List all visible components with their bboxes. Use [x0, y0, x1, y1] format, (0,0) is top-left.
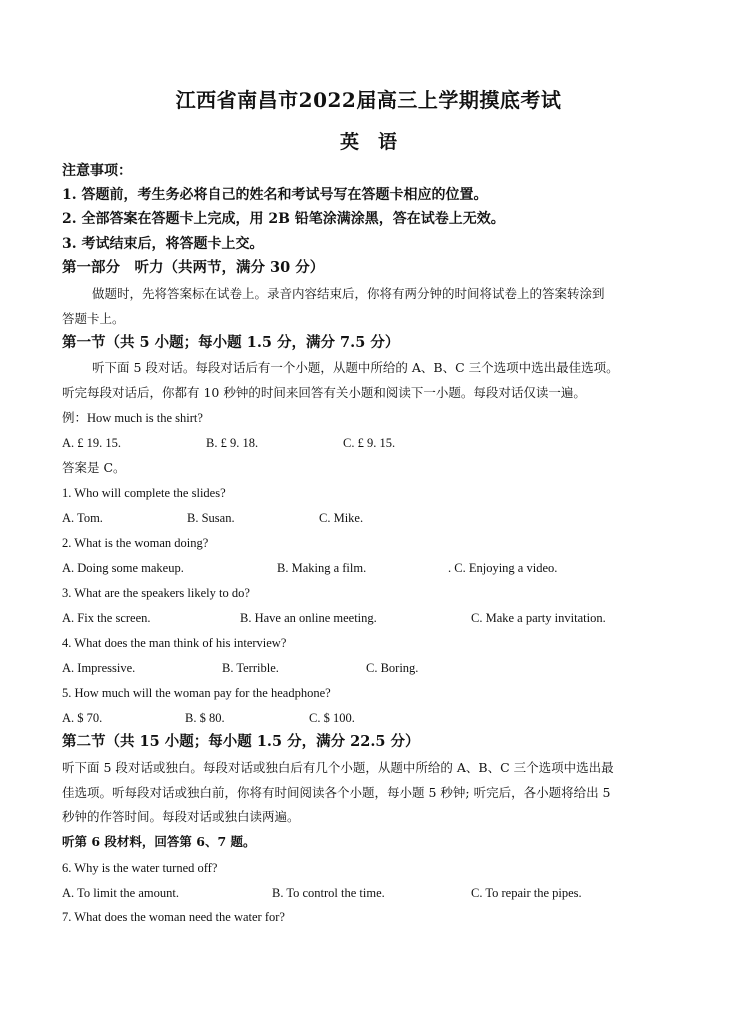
- q4-option-c: C. Boring.: [366, 661, 419, 675]
- section2-instr-2: 佳选项。听每段对话或独白前，你将有时间阅读各个小题，每小题 5 秒钟; 听完后，各小题将给出 5: [62, 785, 611, 800]
- question-2: 2. What is the woman doing?: [62, 536, 209, 550]
- subject-heading: 英 语: [339, 131, 397, 153]
- part1-heading: 第一部分 听力（共两节，满分 30 分）: [62, 259, 325, 276]
- q6-option-b: B. To control the time.: [272, 886, 385, 900]
- section1-instr-2: 听完每段对话后，你都有 10 秒钟的时间来回答有关小题和阅读下一小题。每段对话仅读一遍。: [62, 385, 586, 400]
- q3-option-a: A. Fix the screen.: [62, 611, 151, 625]
- example-option-c: C. £ 9. 15.: [343, 436, 396, 450]
- part1-instr-2: 答题卡上。: [62, 311, 125, 326]
- part1-instr-1: 做题时，先将答案标在试卷上。录音内容结束后，你将有两分钟的时间将试卷上的答案转涂到: [92, 286, 605, 301]
- example-question: 例：How much is the shirt?: [62, 411, 203, 425]
- q3-option-c: C. Make a party invitation.: [471, 611, 606, 625]
- question-5: 5. How much will the woman pay for the headphone?: [62, 686, 331, 700]
- q2-option-c: . C. Enjoying a video.: [448, 561, 558, 575]
- example-option-a: A. £ 19. 15.: [62, 436, 122, 450]
- q4-option-a: A. Impressive.: [62, 661, 136, 675]
- question-1: 1. Who will complete the slides?: [62, 486, 226, 500]
- section1-heading: 第一节（共 5 小题；每小题 1.5 分，满分 7.5 分）: [62, 334, 400, 351]
- section2-heading: 第二节（共 15 小题；每小题 1.5 分，满分 22.5 分）: [62, 733, 420, 750]
- q1-option-c: C. Mike.: [319, 511, 364, 525]
- notice-item-2: 2. 全部答案在答题卡上完成，用 2B 铅笔涂满涂黑，答在试卷上无效。: [62, 211, 505, 227]
- question-6: 6. Why is the water turned off?: [62, 861, 218, 875]
- question-7: 7. What does the woman need the water for?: [62, 910, 285, 924]
- q4-option-b: B. Terrible.: [222, 661, 279, 675]
- q5-option-c: C. $ 100.: [309, 711, 355, 725]
- section2-instr-3: 秒钟的作答时间。每段对话或独白读两遍。: [62, 809, 300, 824]
- question-4: 4. What does the man think of his interview?: [62, 636, 287, 650]
- section1-instr-1: 听下面 5 段对话。每段对话后有一个小题，从题中所给的 A、B、C 三个选项中选出最佳选项。: [92, 360, 619, 375]
- q5-option-b: B. $ 80.: [185, 711, 225, 725]
- q2-option-b: B. Making a film.: [277, 561, 367, 575]
- q2-option-a: A. Doing some makeup.: [62, 561, 184, 575]
- material-6-heading: 听第 6 段材料，回答第 6、7 题。: [62, 834, 256, 849]
- notice-item-3: 3. 考试结束后，将答题卡上交。: [62, 236, 264, 252]
- notice-item-1: 1. 答题前，考生务必将自己的姓名和考试号写在答题卡相应的位置。: [62, 187, 488, 203]
- notice-heading: 注意事项：: [62, 163, 132, 179]
- q6-option-a: A. To limit the amount.: [62, 886, 179, 900]
- example-option-b: B. £ 9. 18.: [206, 436, 259, 450]
- section2-instr-1: 听下面 5 段对话或独白。每段对话或独白后有几个小题，从题中所给的 A、B、C 三个选项中选出最: [62, 760, 614, 775]
- q6-option-c: C. To repair the pipes.: [471, 886, 582, 900]
- q1-option-b: B. Susan.: [187, 511, 235, 525]
- q1-option-a: A. Tom.: [62, 511, 103, 525]
- exam-title: 江西省南昌市2022届高三上学期摸底考试: [175, 88, 562, 112]
- example-answer: 答案是 C。: [62, 460, 126, 475]
- q3-option-b: B. Have an online meeting.: [240, 611, 377, 625]
- q5-option-a: A. $ 70.: [62, 711, 103, 725]
- question-3: 3. What are the speakers likely to do?: [62, 586, 250, 600]
